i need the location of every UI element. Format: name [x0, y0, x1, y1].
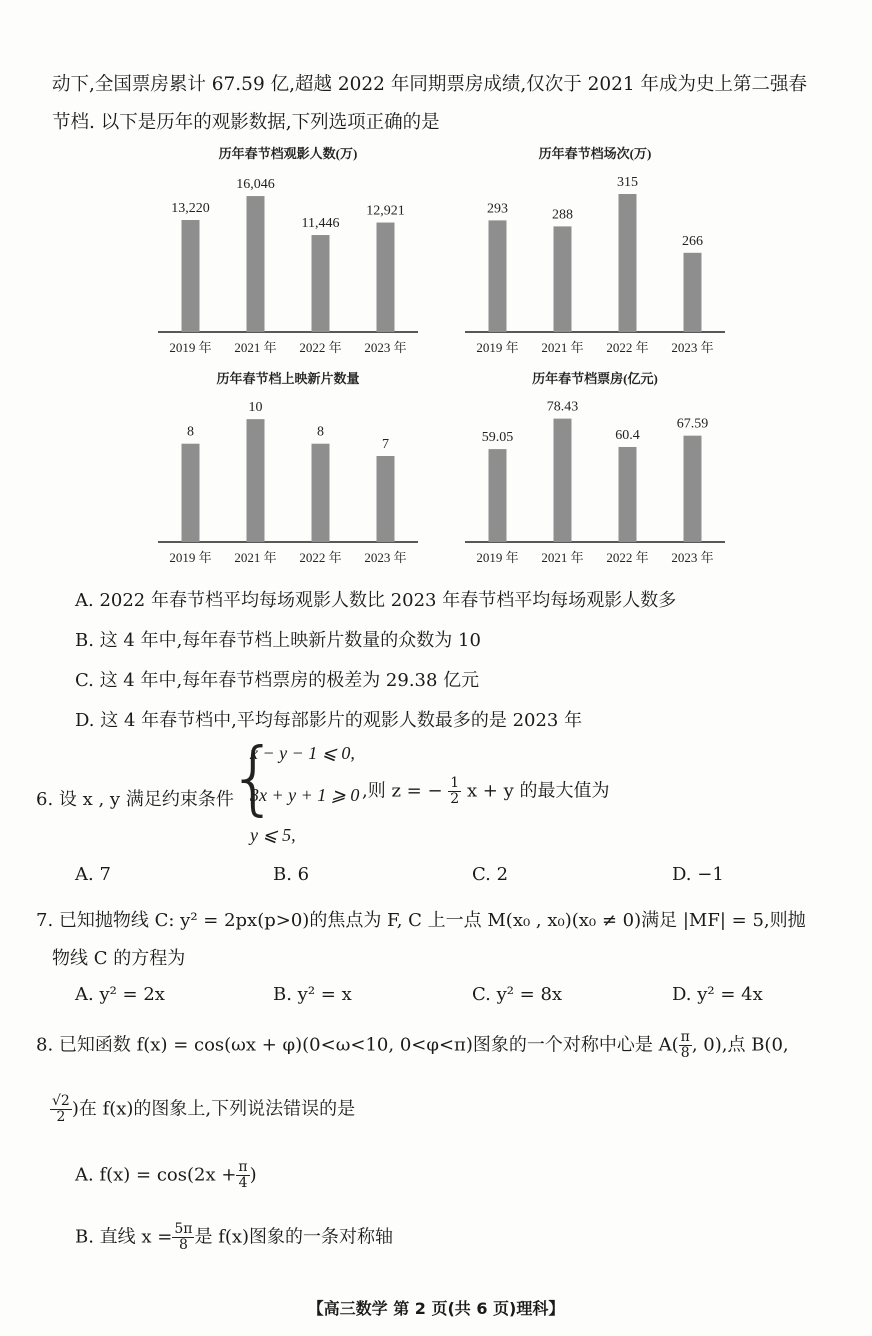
- q7-option-a: A. y² = 2x: [75, 984, 165, 1005]
- data-label: 288: [552, 207, 573, 223]
- q8-line-2-text: )在 f(x)的图象上,下列说法错误的是: [71, 1098, 356, 1120]
- q6-constraint-2: 3x + y + 1 ⩾ 0: [250, 785, 360, 805]
- bar: [182, 444, 200, 542]
- q6-option-a: A. 7: [75, 864, 111, 885]
- bar: [312, 235, 330, 332]
- bar: [247, 419, 265, 542]
- tick-label: 2019 年: [169, 340, 212, 355]
- data-label: 78.43: [546, 399, 579, 415]
- q7-line-2: 物线 C 的方程为: [52, 948, 186, 969]
- tick-label: 2023 年: [671, 550, 714, 565]
- data-label: 266: [682, 233, 703, 249]
- bar: [489, 449, 507, 542]
- tick-label: 2022 年: [606, 340, 649, 355]
- data-label: 8: [187, 424, 194, 440]
- chart-box-office: [455, 365, 735, 584]
- bar: [684, 436, 702, 542]
- chart-viewers: [148, 140, 428, 374]
- q8-b-den: 2: [56, 1109, 66, 1125]
- intro-line-1: 动下,全国票房累计 67.59 亿,超越 2022 年同期票房成绩,仅次于 2021 年成为史上第二强春: [52, 74, 808, 95]
- q7-option-d: D. y² = 4x: [672, 984, 763, 1005]
- q6-fraction: [448, 776, 461, 807]
- chart-title: 历年春节档上映新片数量: [216, 371, 360, 386]
- brace-icon: {: [228, 731, 279, 824]
- data-label: 59.05: [481, 430, 514, 446]
- q8-pre: 8. 已知函数 f(x) = cos(ωx + φ)(0<ω<10, 0<φ<π)图象的一个对称中心是 A(: [36, 1034, 679, 1056]
- bar: [377, 223, 395, 332]
- q8-a-fraction: [679, 1030, 692, 1061]
- data-label: 315: [617, 175, 638, 190]
- tick-label: 2021 年: [234, 550, 277, 565]
- chart-title: 历年春节档票房(亿元): [532, 371, 658, 386]
- tick-label: 2022 年: [299, 550, 342, 565]
- q5-option-c: C. 这 4 年中,每年春节档票房的极差为 29.38 亿元: [75, 670, 480, 691]
- q8-optB-num: 5π: [174, 1221, 193, 1237]
- q8-optA-num: π: [238, 1159, 248, 1175]
- q8-optA-pre: A. f(x) = cos(2x +: [75, 1164, 237, 1186]
- bar: [182, 220, 200, 332]
- q6-suffix: x + y 的最大值为: [466, 780, 610, 802]
- q6-option-b: B. 6: [273, 864, 310, 885]
- q8-line-2: [50, 1094, 355, 1125]
- q8-optB-pre: B. 直线 x =: [75, 1226, 173, 1248]
- q8-optA-den: 4: [238, 1175, 248, 1191]
- q7-option-b: B. y² = x: [273, 984, 352, 1005]
- data-label: 7: [382, 437, 389, 452]
- data-label: 11,446: [301, 216, 340, 232]
- tick-label: 2019 年: [476, 550, 519, 565]
- data-label: 67.59: [676, 416, 709, 432]
- tick-label: 2021 年: [541, 340, 584, 355]
- q6-objective: [362, 776, 610, 807]
- tick-label: 2021 年: [234, 340, 277, 355]
- q7-line-1: 7. 已知抛物线 C: y² = 2px(p>0)的焦点为 F, C 上一点 M(x₀ , x₀)(x₀ ≠ 0)满足 |MF| = 5,则抛: [36, 910, 806, 931]
- q8-b-fraction: [50, 1094, 72, 1125]
- chart-title: 历年春节档场次(万): [538, 146, 652, 161]
- q8-option-b: [75, 1222, 393, 1253]
- bar: [554, 226, 572, 332]
- q5-option-b: B. 这 4 年中,每年春节档上映新片数量的众数为 10: [75, 630, 481, 651]
- tick-label: 2022 年: [299, 340, 342, 355]
- q6-constraint-3: y ⩽ 5,: [250, 825, 296, 845]
- bar: [312, 444, 330, 542]
- tick-label: 2023 年: [364, 340, 407, 355]
- q8-post: , 0),点 B(0,: [691, 1034, 789, 1056]
- q6-constraint-1: x − y − 1 ⩽ 0,: [250, 743, 355, 763]
- intro-line-2: 节档. 以下是历年的观影数据,下列选项正确的是: [52, 112, 440, 133]
- q8-a-den: 8: [680, 1045, 690, 1061]
- q7-option-c: C. y² = 8x: [472, 984, 563, 1005]
- data-label: 293: [487, 201, 508, 217]
- q8-optA-fraction: [236, 1160, 249, 1191]
- q8-optB-fraction: [172, 1222, 194, 1253]
- q6-mid: ,则 z = −: [362, 780, 443, 802]
- q8-option-a: [75, 1160, 257, 1191]
- q5-option-a: A. 2022 年春节档平均每场观影人数比 2023 年春节档平均每场观影人数多: [75, 590, 677, 611]
- data-label: 10: [248, 400, 263, 416]
- tick-label: 2023 年: [364, 550, 407, 565]
- q6-frac-num: 1: [450, 775, 460, 791]
- data-label: 16,046: [236, 177, 275, 193]
- bar: [489, 220, 507, 332]
- q8-a-num: π: [680, 1029, 690, 1045]
- data-label: 8: [317, 424, 324, 440]
- tick-label: 2019 年: [476, 340, 519, 355]
- bar: [377, 456, 395, 542]
- chart-title: 历年春节档观影人数(万): [218, 146, 358, 161]
- tick-label: 2022 年: [606, 550, 649, 565]
- chart-new-films: [148, 365, 428, 584]
- q8-b-num: √2: [52, 1093, 70, 1109]
- q8-optB-den: 8: [178, 1237, 188, 1253]
- q8-line-1: [36, 1030, 789, 1061]
- page-footer: 【高三数学 第 2 页(共 6 页)理科】: [307, 1299, 565, 1318]
- q6-prefix: 6. 设 x , y 满足约束条件: [36, 789, 234, 810]
- bar: [619, 447, 637, 542]
- bar: [554, 419, 572, 542]
- bar: [684, 253, 702, 332]
- q6-option-c: C. 2: [472, 864, 509, 885]
- q6-frac-den: 2: [450, 791, 460, 807]
- chart-screenings: [455, 140, 735, 374]
- data-label: 13,220: [171, 201, 210, 217]
- tick-label: 2023 年: [671, 340, 714, 355]
- data-label: 12,921: [366, 203, 405, 219]
- bar: [247, 196, 265, 332]
- tick-label: 2019 年: [169, 550, 212, 565]
- q8-optB-post: 是 f(x)图象的一条对称轴: [194, 1226, 394, 1248]
- q8-optA-post: ): [249, 1164, 257, 1186]
- data-label: 60.4: [615, 427, 640, 443]
- q5-option-d: D. 这 4 年春节档中,平均每部影片的观影人数最多的是 2023 年: [75, 710, 583, 731]
- q6-option-d: D. −1: [672, 864, 724, 885]
- tick-label: 2021 年: [541, 550, 584, 565]
- bar: [619, 194, 637, 332]
